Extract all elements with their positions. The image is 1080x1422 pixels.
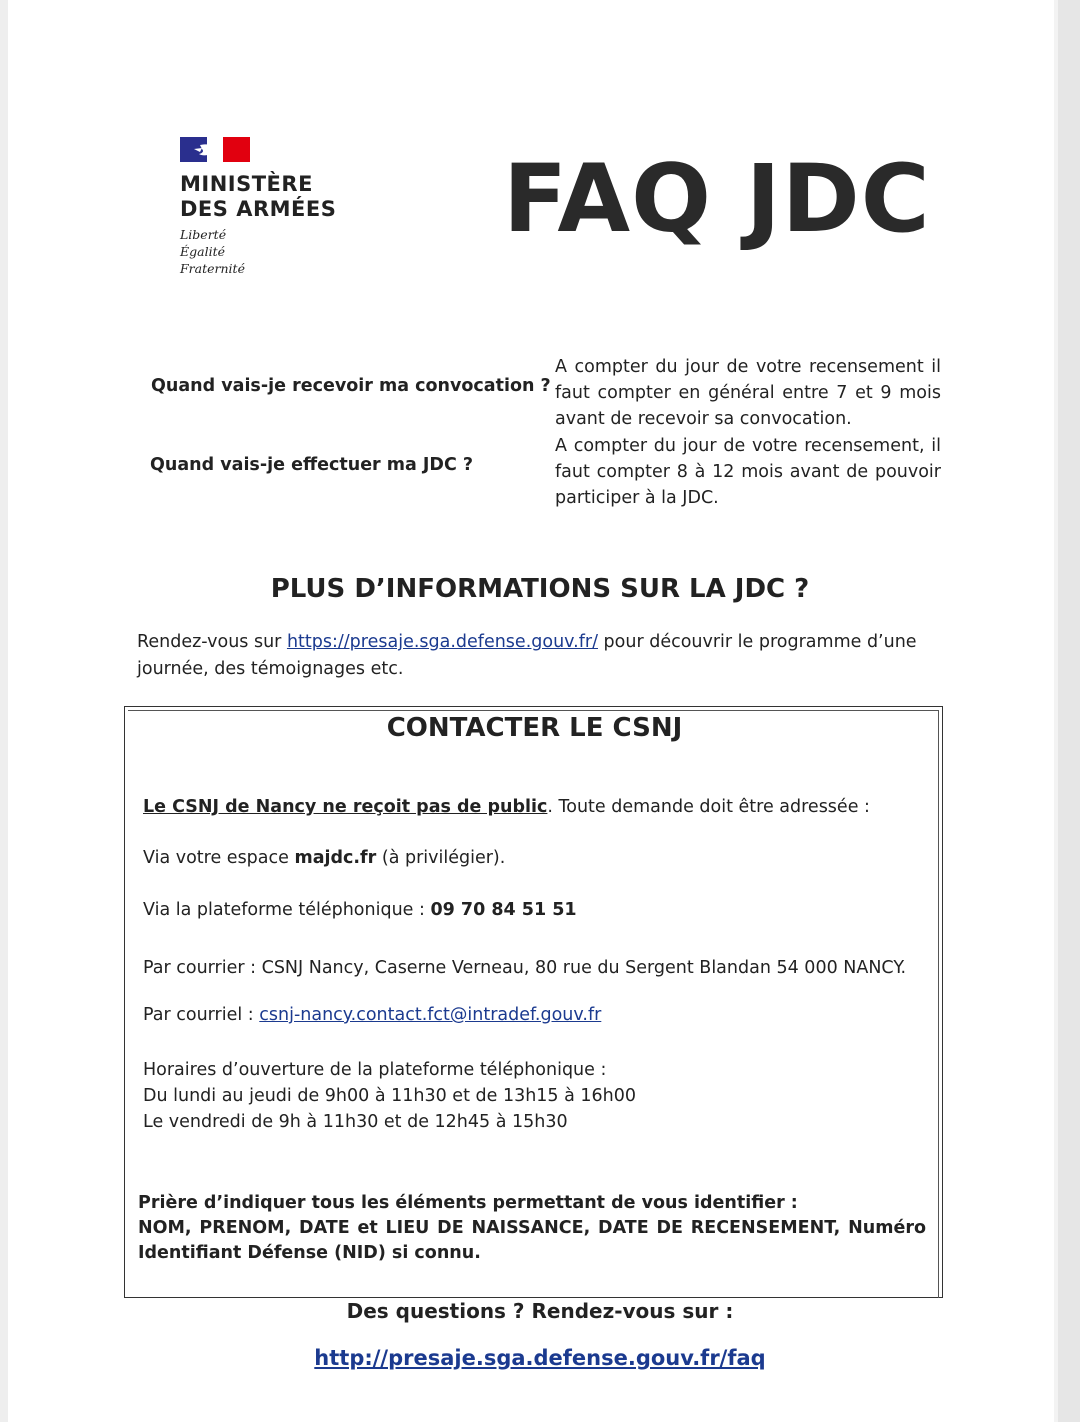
scan-edge-left — [0, 0, 8, 1422]
contact-title: CONTACTER LE CSNJ — [386, 713, 683, 743]
ministry-line-2: DES ARMÉES — [180, 197, 337, 221]
document-title: FAQ JDC — [503, 145, 931, 254]
identification-fields: NOM, PRENOM, DATE et LIEU DE NAISSANCE, DATE DE RECENSEMENT, Numéro — [138, 1218, 926, 1238]
ministry-logo — [180, 137, 360, 277]
opening-hours-weekdays: Du lundi au jeudi de 9h00 à 11h30 et de 13h15 à 16h00 — [143, 1086, 637, 1106]
identification-fields-end: Identifiant Défense (NID) si connu. — [138, 1243, 481, 1263]
faq-question-jdc: Quand vais-je effectuer ma JDC ? — [150, 455, 474, 475]
marianne-flag-icon — [180, 137, 250, 162]
motto-liberte: Liberté — [180, 227, 227, 242]
contact-web-suffix: (à privilégier). — [376, 848, 506, 868]
footer-link-line — [0, 1346, 1080, 1370]
more-info-prefix: Rendez-vous sur — [137, 632, 287, 652]
contact-web-prefix: Via votre espace — [143, 848, 295, 868]
contact-intro — [143, 797, 870, 817]
more-info-text — [137, 629, 937, 683]
contact-phone-prefix: Via la plateforme téléphonique : — [143, 900, 431, 920]
faq-answer-jdc: A compter du jour de votre recensement, il faut compter 8 à 12 mois avant de pouvoir participer à la JDC. — [555, 436, 941, 508]
more-info-suffix: pour découvrir le programme d’une journée, des témoignages etc. — [137, 632, 917, 679]
republic-motto — [180, 226, 360, 277]
contact-email — [143, 1005, 601, 1025]
motto-fraternite: Fraternité — [180, 261, 245, 276]
phone-number[interactable]: 09 70 84 51 51 — [430, 900, 577, 920]
majdc-site[interactable]: majdc.fr — [294, 848, 377, 868]
identification-title: Prière d’indiquer tous les éléments permettant de vous identifier : — [138, 1193, 798, 1213]
contact-intro-rest: . Toute demande doit être adressée : — [547, 797, 870, 817]
contact-postal: Par courrier : CSNJ Nancy, Caserne Verneau, 80 rue du Sergent Blandan 54 000 NANCY. — [143, 958, 907, 978]
ministry-line-1: MINISTÈRE — [180, 172, 313, 196]
faq-question-convocation: Quand vais-je recevoir ma convocation ? — [151, 376, 551, 396]
more-info-title: PLUS D’INFORMATIONS SUR LA JDC ? — [270, 574, 810, 604]
identification-notice — [138, 1191, 926, 1266]
faq-link[interactable]: http://presaje.sga.defense.gouv.fr/faq — [314, 1346, 766, 1370]
contact-email-prefix: Par courriel : — [143, 1005, 260, 1025]
opening-hours-title: Horaires d’ouverture de la plateforme téléphonique : — [143, 1060, 607, 1080]
motto-egalite: Égalité — [180, 244, 225, 259]
email-link[interactable]: csnj-nancy.contact.fct@intradef.gouv.fr — [259, 1005, 602, 1025]
contact-box — [124, 706, 943, 1298]
opening-hours-friday: Le vendredi de 9h à 11h30 et de 12h45 à 15h30 — [143, 1112, 568, 1132]
contact-web — [143, 848, 505, 868]
scan-edge-right — [1058, 0, 1080, 1422]
no-public-notice: Le CSNJ de Nancy ne reçoit pas de public — [143, 797, 548, 817]
contact-phone — [143, 900, 577, 920]
ministry-name — [180, 172, 360, 222]
presaje-link[interactable]: https://presaje.sga.defense.gouv.fr/ — [286, 632, 598, 652]
footer-question: Des questions ? Rendez-vous sur : — [346, 1299, 734, 1323]
faq-answer-convocation: A compter du jour de votre recensement il faut compter en général entre 7 et 9 mois avant de recevoir sa convocation. — [555, 357, 941, 429]
opening-hours — [143, 1057, 636, 1135]
